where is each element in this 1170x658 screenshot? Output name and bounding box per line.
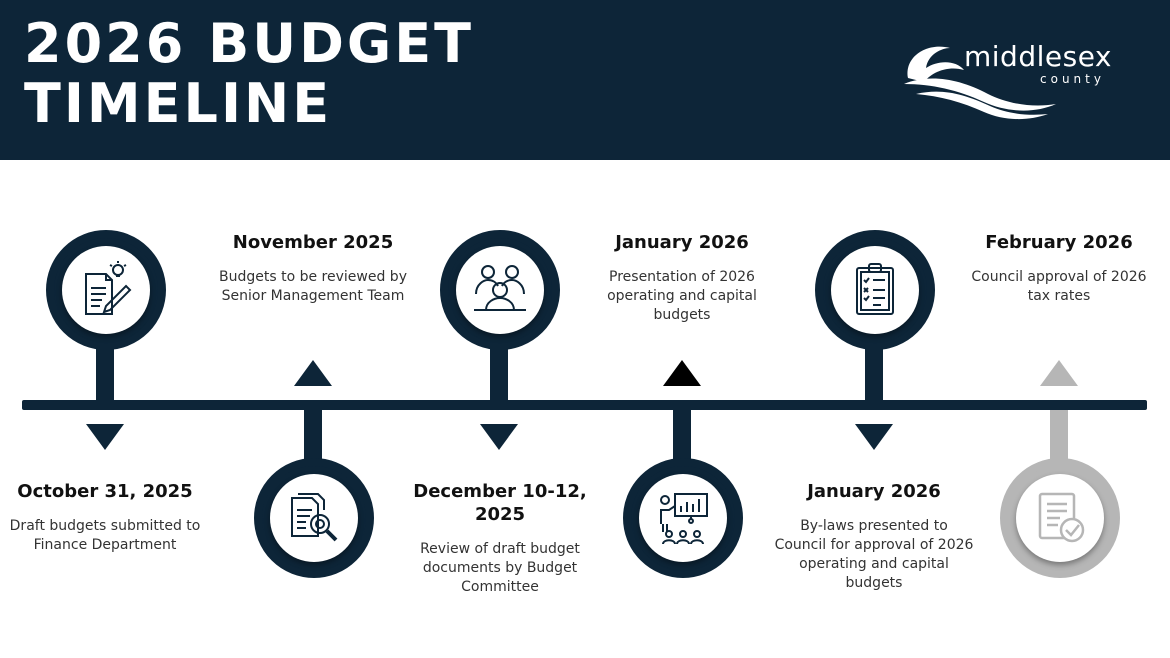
- logo-wordmark: middlesex: [964, 40, 1112, 73]
- clipboard-checklist-icon: [845, 260, 905, 320]
- presentation-audience-icon: [653, 488, 713, 548]
- milestone-6-label: [959, 231, 1159, 306]
- approved-document-icon: [1030, 488, 1090, 548]
- document-lightbulb-pencil-icon: [76, 260, 136, 320]
- meeting-people-icon: [470, 260, 530, 320]
- milestone-2-description: Budgets to be reviewed by Senior Management Team: [219, 269, 407, 304]
- milestone-1-circle: [46, 230, 166, 350]
- milestone-1-date: October 31, 2025: [17, 481, 193, 502]
- milestone-6-description: Council approval of 2026 tax rates: [971, 269, 1147, 304]
- milestone-5-label: [774, 480, 974, 593]
- milestone-3-arrow: [480, 424, 518, 450]
- milestone-2-stem: [304, 410, 322, 460]
- timeline-axis: [22, 400, 1147, 410]
- milestone-6-stem: [1050, 410, 1068, 460]
- milestone-4-arrow: [663, 360, 701, 386]
- title-line-2: TIMELINE: [24, 72, 333, 135]
- middlesex-county-logo: [898, 38, 1138, 120]
- milestone-6-arrow: [1040, 360, 1078, 386]
- milestone-5-date: January 2026: [807, 481, 941, 502]
- milestone-6-date: February 2026: [985, 232, 1133, 253]
- milestone-1-stem: [96, 348, 114, 400]
- milestone-1-description: Draft budgets submitted to Finance Department: [9, 518, 201, 553]
- logo-subtitle: county: [1040, 72, 1105, 86]
- milestone-4-date: January 2026: [615, 232, 749, 253]
- milestone-1-arrow: [86, 424, 124, 450]
- milestone-3-date: December 10-12, 2025: [413, 481, 587, 525]
- milestone-1-label: [5, 480, 205, 555]
- milestone-2-arrow: [294, 360, 332, 386]
- milestone-4-stem: [673, 410, 691, 460]
- milestone-3-circle: [440, 230, 560, 350]
- page-title: [24, 14, 474, 134]
- milestone-4-label: [582, 231, 782, 325]
- header-banner: [0, 0, 1170, 160]
- milestone-5-arrow: [855, 424, 893, 450]
- milestone-5-description: By-laws presented to Council for approval of 2026 operating and capital budgets: [774, 518, 974, 591]
- milestone-4-circle: [623, 458, 743, 578]
- milestone-6-circle: [1000, 458, 1120, 578]
- milestone-5-circle: [815, 230, 935, 350]
- milestone-3-stem: [490, 348, 508, 400]
- title-line-1: 2026 BUDGET: [24, 12, 474, 75]
- milestone-2-circle: [254, 458, 374, 578]
- milestone-2-label: [213, 231, 413, 306]
- milestone-4-description: Presentation of 2026 operating and capital budgets: [607, 269, 757, 323]
- milestone-2-date: November 2025: [232, 232, 394, 253]
- milestone-3-label: [400, 480, 600, 597]
- milestone-5-stem: [865, 348, 883, 400]
- milestone-3-description: Review of draft budget documents by Budget Committee: [420, 541, 580, 595]
- document-magnifier-icon: [284, 488, 344, 548]
